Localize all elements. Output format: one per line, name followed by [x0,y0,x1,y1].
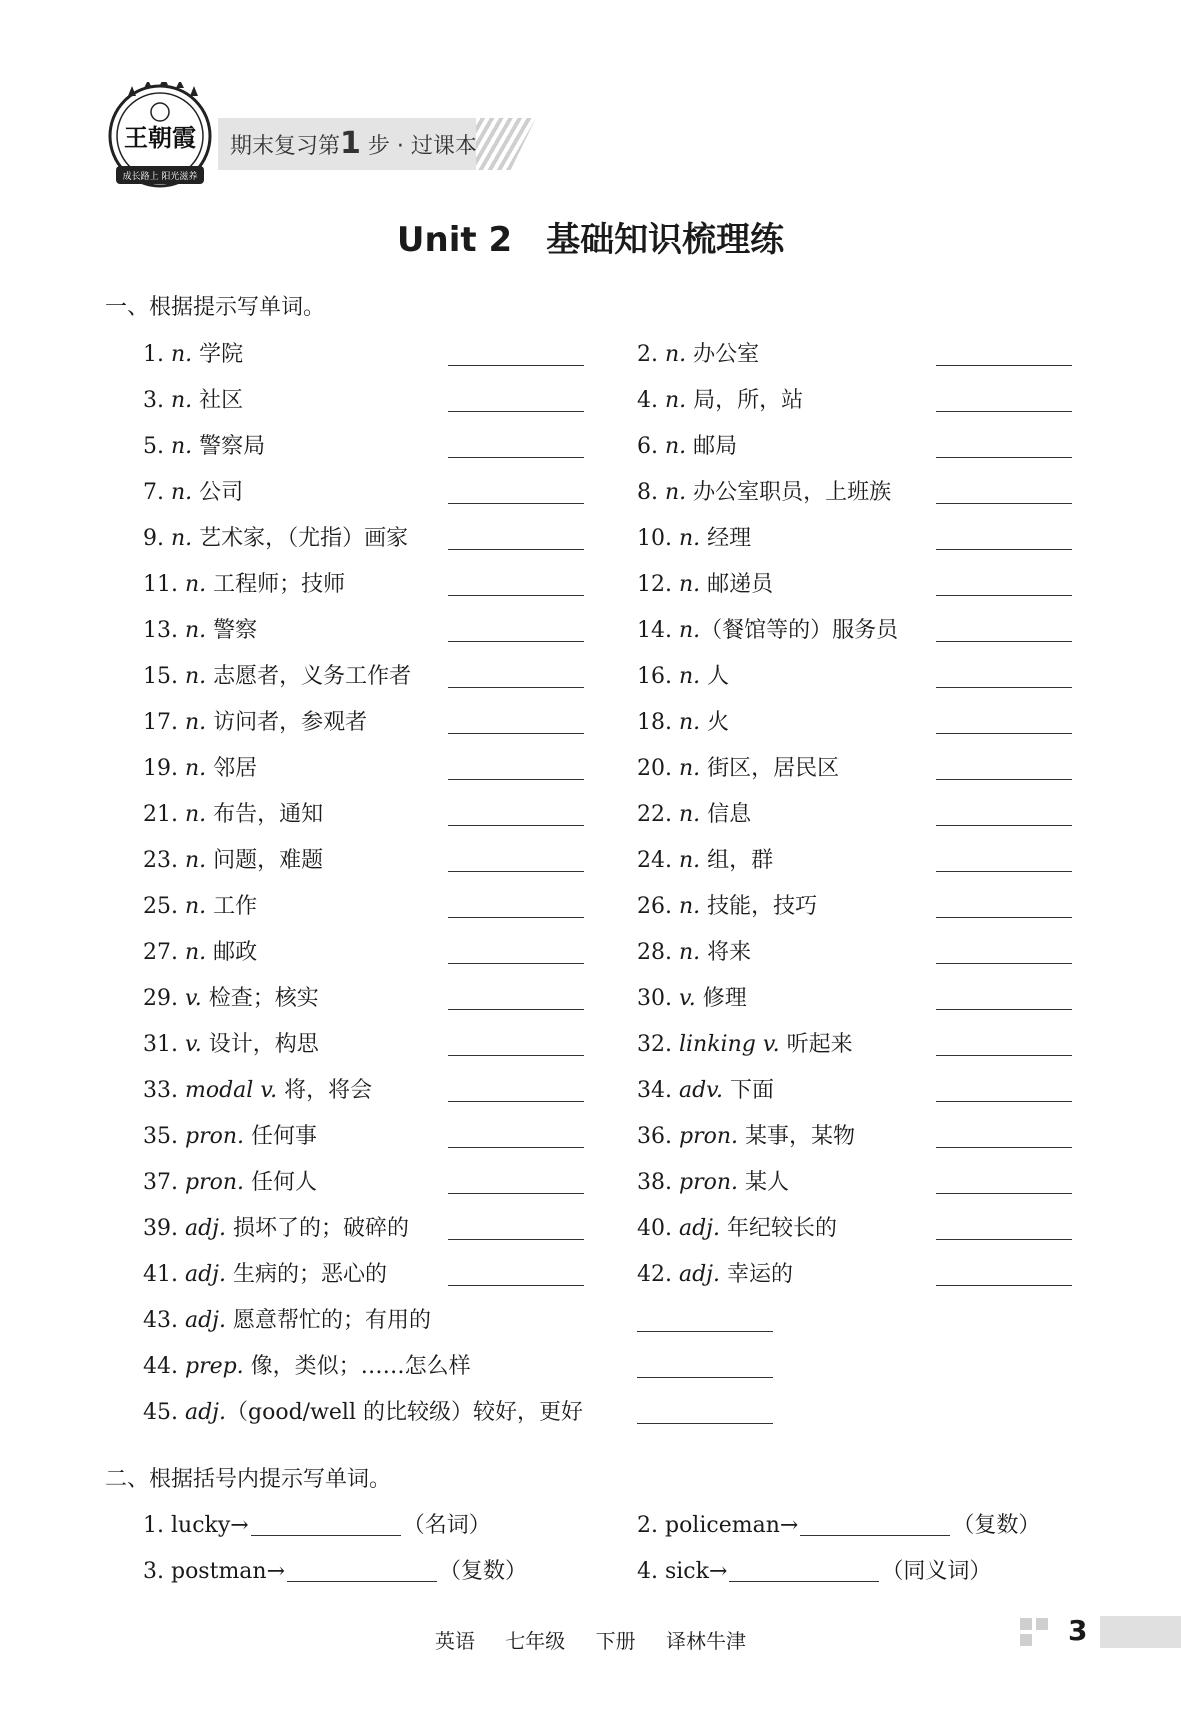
footer-edition: 译林牛津 [666,1629,747,1653]
vocab-item-meaning: 生病的；恶心的 [226,1262,387,1287]
vocab-item-pos: n. [184,940,207,965]
vocab-item-pos: n. [678,802,701,827]
vocab-item-pos: n. [184,848,207,873]
answer-blank[interactable] [448,917,584,918]
vocab-item [143,1027,319,1058]
vocab-item-pos: n. [184,572,207,597]
vocab-item-pos: v. [184,986,202,1011]
vocab-item-number: 40. [637,1216,679,1241]
page-title: Unit 2 基础知识梳理练 [396,220,785,260]
word-form-prompt: 2. policeman→ [637,1513,799,1538]
vocab-item-pos: v. [678,986,696,1011]
vocab-item-number: 22. [637,802,679,827]
answer-blank[interactable] [936,641,1072,642]
vocab-item-number: 1. [143,342,171,367]
answer-blank[interactable] [936,1193,1072,1194]
answer-blank[interactable] [448,825,584,826]
vocab-item-meaning: 下面 [723,1078,774,1103]
vocab-item-meaning: 年纪较长的 [720,1216,837,1241]
vocab-item-number: 20. [637,756,679,781]
vocab-item-number: 36. [637,1124,679,1149]
answer-blank[interactable] [448,549,584,550]
answer-blank[interactable] [448,595,584,596]
answer-blank[interactable] [448,871,584,872]
vocab-item-number: 29. [143,986,185,1011]
vocab-item-pos: adj. [678,1216,720,1241]
vocab-item-pos: n. [664,342,687,367]
word-form-item [637,1554,991,1585]
page-number-bar [1100,1616,1181,1648]
vocab-item-meaning: 公司 [192,480,244,505]
answer-blank[interactable] [448,963,584,964]
word-form-hint: （名词） [402,1513,491,1538]
vocab-item [143,383,243,414]
vocab-item-pos: pron. [678,1124,738,1149]
vocab-item-meaning: 学院 [192,342,244,367]
vocab-item-number: 5. [143,434,171,459]
answer-blank[interactable] [800,1513,950,1536]
vocab-item-meaning: 人 [700,664,730,689]
vocab-item [637,1257,793,1288]
vocab-item [637,751,839,782]
answer-blank[interactable] [448,687,584,688]
vocab-item-meaning: 任何人 [244,1170,317,1195]
vocab-item-number: 16. [637,664,679,689]
footer-deco-square [1020,1618,1032,1630]
vocab-item-number: 24. [637,848,679,873]
vocab-item-meaning: 办公室职员，上班族 [686,480,892,505]
vocab-item-meaning: 技能，技巧 [700,894,818,919]
vocab-item-pos: n. [170,342,193,367]
word-form-item [143,1508,491,1539]
word-form-hint: （同义词） [881,1559,992,1584]
answer-blank[interactable] [936,1101,1072,1102]
vocab-item-number: 37. [143,1170,185,1195]
vocab-item-meaning: （餐馆等的）服务员 [700,618,899,643]
answer-blank[interactable] [936,871,1072,872]
vocab-item-number: 13. [143,618,185,643]
vocab-item [637,521,751,552]
vocab-item-meaning: 警察 [206,618,258,643]
footer-volume: 下册 [595,1629,636,1653]
vocab-item-meaning: 修理 [695,986,747,1011]
header [100,70,560,210]
answer-blank[interactable] [936,779,1072,780]
answer-blank[interactable] [936,963,1072,964]
vocab-item [637,797,751,828]
answer-blank[interactable] [637,1423,773,1424]
vocab-item [637,843,773,874]
vocab-item [637,337,759,368]
vocab-item-pos: adj. [184,1308,226,1333]
vocab-item-pos: n. [678,894,701,919]
vocab-item-number: 28. [637,940,679,965]
vocab-item-meaning: 检查；核实 [201,986,319,1011]
answer-blank[interactable] [448,1101,584,1102]
vocab-item-number: 43. [143,1308,185,1333]
page-number: 3 [1068,1614,1088,1647]
vocab-item-pos: adj. [184,1262,226,1287]
answer-blank[interactable] [448,1147,584,1148]
vocab-item-pos: adj. [678,1262,720,1287]
footer-subject: 英语 [434,1629,475,1653]
vocab-item-pos: n. [678,710,701,735]
vocab-item-number: 12. [637,572,679,597]
vocab-item [143,1303,431,1334]
vocab-item-pos: n. [678,572,701,597]
vocab-item-number: 25. [143,894,185,919]
word-form-hint: （复数） [952,1513,1041,1538]
vocab-item-meaning: 邻居 [206,756,258,781]
banner-post: 步 · 过课本 [367,134,477,159]
vocab-item-meaning: 局，所，站 [686,388,804,413]
vocab-item [143,797,323,828]
vocab-item-pos: n. [678,756,701,781]
vocab-item-meaning: 某事，某物 [738,1124,855,1149]
vocab-item-pos: pron. [678,1170,738,1195]
vocab-item [143,1119,317,1150]
answer-blank[interactable] [936,549,1072,550]
vocab-item-number: 17. [143,710,185,735]
vocab-item-number: 33. [143,1078,185,1103]
vocab-item-meaning: 志愿者，义务工作者 [206,664,412,689]
vocab-item [143,843,323,874]
answer-blank[interactable] [936,917,1072,918]
vocab-item-pos: n. [184,664,207,689]
answer-blank[interactable] [936,1147,1072,1148]
vocab-item-number: 8. [637,480,665,505]
vocab-item-meaning: 火 [700,710,730,735]
word-form-prompt: 4. sick→ [637,1559,728,1584]
brand-seal-logo [106,82,214,194]
vocab-item-meaning: 邮递员 [700,572,774,597]
vocab-item-meaning: 信息 [700,802,752,827]
vocab-item-number: 7. [143,480,171,505]
vocab-item-number: 30. [637,986,679,1011]
answer-blank[interactable] [448,1239,584,1240]
vocab-item [637,935,751,966]
vocab-item-number: 38. [637,1170,679,1195]
word-form-item [637,1508,1040,1539]
answer-blank[interactable] [936,1055,1072,1056]
vocab-item [143,1165,317,1196]
vocab-item-number: 35. [143,1124,185,1149]
answer-blank[interactable] [637,1331,773,1332]
vocab-item [143,1349,471,1380]
vocab-item-number: 23. [143,848,185,873]
vocab-item [143,935,257,966]
vocab-item-meaning: 经理 [700,526,752,551]
vocab-item-number: 10. [637,526,679,551]
vocab-item-number: 15. [143,664,185,689]
answer-blank[interactable] [936,825,1072,826]
brand-name: 王朝霞 [124,123,196,152]
vocab-item-number: 18. [637,710,679,735]
vocab-item-pos: n. [170,480,193,505]
vocab-item [637,613,898,644]
vocab-item-pos: n. [184,710,207,735]
vocab-item-meaning: 访问者，参观者 [206,710,368,735]
vocab-item-number: 26. [637,894,679,919]
vocab-item-pos: pron. [184,1124,244,1149]
vocab-item [143,659,411,690]
vocab-item [143,613,257,644]
vocab-item-meaning: 工作 [206,894,258,919]
vocab-item-pos: n. [678,664,701,689]
vocab-item-meaning: 设计，构思 [201,1032,319,1057]
vocab-item-number: 42. [637,1262,679,1287]
banner-pre: 期末复习第 [230,134,341,159]
vocab-item-pos: n. [678,848,701,873]
vocab-item-meaning: 邮政 [206,940,258,965]
vocab-item-number: 11. [143,572,185,597]
vocab-item-meaning: 损坏了的；破碎的 [226,1216,409,1241]
vocab-item [637,1027,853,1058]
vocab-item [143,1073,372,1104]
vocab-item-pos: n. [664,434,687,459]
vocab-item [143,1395,583,1426]
answer-blank[interactable] [448,641,584,642]
vocab-item-meaning: 社区 [192,388,244,413]
vocab-item [637,1211,837,1242]
vocab-item-pos: n. [678,618,701,643]
vocab-item-meaning: 愿意帮忙的；有用的 [226,1308,431,1333]
vocab-item [637,659,729,690]
answer-blank[interactable] [936,687,1072,688]
vocab-item [637,705,729,736]
vocab-item-number: 21. [143,802,185,827]
answer-blank[interactable] [936,1285,1072,1286]
vocab-item [143,475,243,506]
vocab-item-pos: linking v. [678,1032,780,1057]
banner-step-number: 1 [340,126,361,161]
vocab-item-pos: n. [170,434,193,459]
vocab-item [143,705,367,736]
answer-blank[interactable] [448,1193,584,1194]
answer-blank[interactable] [936,457,1072,458]
footer [0,1625,1181,1654]
answer-blank[interactable] [448,365,584,366]
vocab-item-meaning: 将，将会 [277,1078,373,1103]
vocab-item [143,889,257,920]
vocab-item-pos: modal v. [184,1078,278,1103]
footer-deco-square [1036,1618,1048,1630]
vocab-item-pos: adj. [184,1400,226,1425]
vocab-item-pos: n. [678,526,701,551]
vocab-item [143,337,243,368]
answer-blank[interactable] [448,1055,584,1056]
vocab-item-meaning: 邮局 [686,434,738,459]
answer-blank[interactable] [936,733,1072,734]
vocab-item-number: 19. [143,756,185,781]
vocab-item [143,1211,409,1242]
vocab-item-number: 3. [143,388,171,413]
answer-blank[interactable] [448,779,584,780]
answer-blank[interactable] [448,1009,584,1010]
vocab-item-meaning: 某人 [738,1170,789,1195]
brand-tagline: 成长路上 阳光滋养 [122,172,198,182]
vocab-item [637,383,803,414]
vocab-item-number: 44. [143,1354,185,1379]
vocab-item-meaning: 问题，难题 [206,848,324,873]
vocab-item-meaning: 警察局 [192,434,266,459]
word-form-hint: （复数） [439,1559,528,1584]
vocab-item [143,521,408,552]
vocab-item-meaning: 幸运的 [720,1262,793,1287]
answer-blank[interactable] [936,1239,1072,1240]
vocab-item-meaning: 街区，居民区 [700,756,840,781]
vocab-item [637,475,891,506]
vocab-item-number: 39. [143,1216,185,1241]
vocab-item [143,981,319,1012]
vocab-item-pos: n. [678,940,701,965]
answer-blank[interactable] [936,503,1072,504]
vocab-item-pos: n. [170,388,193,413]
word-form-item [143,1554,527,1585]
vocab-item-meaning: 工程师；技师 [206,572,346,597]
vocab-item-pos: n. [184,756,207,781]
vocab-item-meaning: 组，群 [700,848,774,873]
vocab-item [637,981,747,1012]
vocab-item [143,429,265,460]
vocab-item-number: 6. [637,434,665,459]
vocab-item-pos: n. [664,480,687,505]
vocab-item-number: 27. [143,940,185,965]
vocab-item-pos: n. [184,802,207,827]
vocab-item-number: 41. [143,1262,185,1287]
vocab-item-meaning: 将来 [700,940,752,965]
vocab-item-number: 14. [637,618,679,643]
vocab-item-pos: v. [184,1032,202,1057]
vocab-item-number: 9. [143,526,171,551]
answer-blank[interactable] [936,595,1072,596]
vocab-item-number: 45. [143,1400,185,1425]
vocab-item-meaning: 听起来 [779,1032,853,1057]
vocab-item [637,1073,774,1104]
answer-blank[interactable] [287,1559,437,1582]
answer-blank[interactable] [637,1377,773,1378]
section1-title: 一、根据提示写单词。 [105,295,326,320]
word-form-prompt: 3. postman→ [143,1559,286,1584]
banner-stripes [476,118,536,170]
answer-blank[interactable] [448,733,584,734]
vocab-item [637,429,737,460]
vocab-item-meaning: （good/well 的比较级）较好，更好 [226,1400,583,1425]
vocab-item [637,567,773,598]
vocab-item-meaning: 艺术家，（尤指）画家 [192,526,409,551]
vocab-item-pos: adj. [184,1216,226,1241]
footer-deco-square [1020,1634,1032,1646]
vocab-item [143,751,257,782]
vocab-item-pos: n. [184,894,207,919]
vocab-item-pos: pron. [184,1170,244,1195]
vocab-item-meaning: 任何事 [244,1124,317,1149]
answer-blank[interactable] [448,1285,584,1286]
vocab-item-meaning: 办公室 [686,342,760,367]
vocab-item-number: 34. [637,1078,679,1103]
vocab-item [637,889,817,920]
section2-title: 二、根据括号内提示写单词。 [105,1467,392,1492]
vocab-item-number: 32. [637,1032,679,1057]
footer-grade: 七年级 [505,1629,566,1653]
vocab-item-number: 2. [637,342,665,367]
answer-blank[interactable] [448,457,584,458]
answer-blank[interactable] [936,365,1072,366]
banner-text [230,126,477,161]
vocab-item [637,1119,855,1150]
vocab-item-number: 4. [637,388,665,413]
answer-blank[interactable] [448,503,584,504]
answer-blank[interactable] [936,411,1072,412]
word-form-prompt: 1. lucky→ [143,1513,249,1538]
vocab-item-pos: n. [184,618,207,643]
vocab-item [637,1165,789,1196]
vocab-item-pos: adv. [678,1078,723,1103]
vocab-item [143,567,345,598]
answer-blank[interactable] [251,1513,401,1536]
vocab-item-pos: n. [664,388,687,413]
answer-blank[interactable] [936,1009,1072,1010]
answer-blank[interactable] [729,1559,879,1582]
vocab-item [143,1257,387,1288]
vocab-item-meaning: 布告，通知 [206,802,324,827]
answer-blank[interactable] [448,411,584,412]
vocab-item-meaning: 像，类似；……怎么样 [243,1354,471,1379]
vocab-item-pos: prep. [184,1354,244,1379]
vocab-item-pos: n. [170,526,193,551]
vocab-item-number: 31. [143,1032,185,1057]
